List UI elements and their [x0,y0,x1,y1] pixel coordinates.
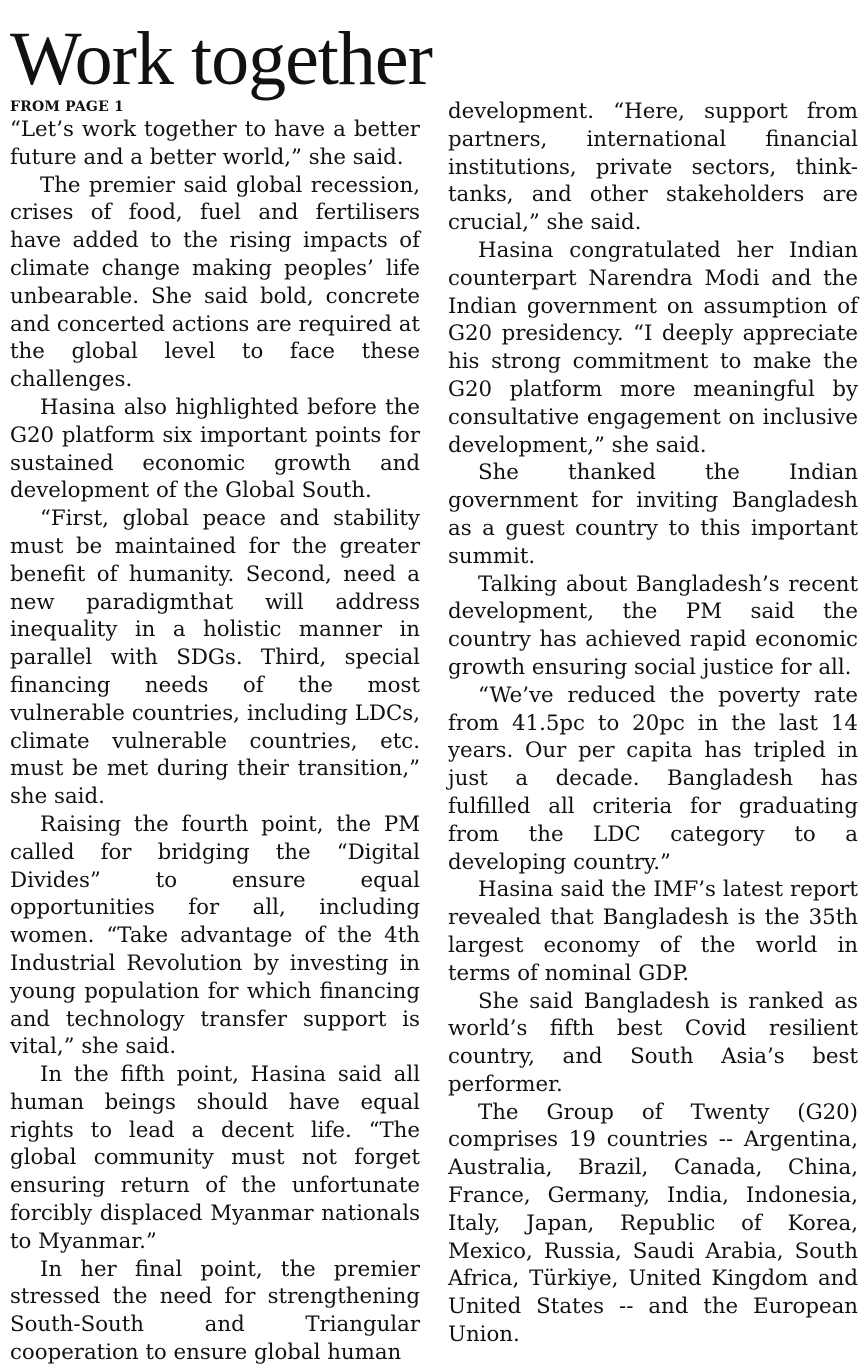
paragraph: Hasina also highlighted before the G20 platform six important points for sustained economic growth and development of the Global South. [10,394,420,504]
paragraph: “Let’s work together to have a better future and a better world,” she said. [10,117,420,170]
paragraph: In the fifth point, Hasina said all human beings should have equal rights to lead a decent life. “The global community must not forget ensuring return of the unfortunate forcibly displaced Myanmar nationals to Myanmar.” [10,1062,420,1254]
article-headline: Work together [10,17,432,101]
paragraph: Hasina congratulated her Indian counterpart Narendra Modi and the Indian government on assumption of G20 presidency. “I deeply appreciate his strong commitment to make the G20 platform more meaningful by consultative engagement on inclusive development,” she said. [448,237,858,458]
paragraph: She thanked the Indian government for inviting Bangladesh as a guest country to this important summit. [448,460,858,569]
paragraph: Raising the fourth point, the PM called for bridging the “Digital Divides” to ensure equal opportunities for all, including women. “Take advantage of the 4th Industrial Revolution by investing in young population for which financing and technology transfer support is vital,” she said. [10,811,420,1060]
paragraph: Hasina said the IMF’s latest report revealed that Bangladesh is the 35th largest economy of the world in terms of nominal GDP. [448,877,858,986]
paragraph: “First, global peace and stability must be maintained for the greater benefit of humanity. Second, need a new paradigmthat will address inequality in a holistic manner in parallel with SDGs. Third, special financing needs of the most vulnerable countries, including LDCs, climate vulnerable countries, etc. must be met during their transition,” she said. [10,506,420,810]
dateline: FROM PAGE 1 [10,99,124,115]
paragraph: The premier said global recession, crises of food, fuel and fertilisers have added to the rising impacts of climate change making peoples’ life unbearable. She said bold, concrete and concerted actions are required at the global level to face these challenges. [10,172,420,393]
left-column [10,98,420,1367]
paragraph: In her final point, the premier stressed the need for strengthening South-South and Triangular cooperation to ensure global human [10,1256,420,1366]
right-column [448,98,858,1349]
paragraph: development. “Here, support from partners, international financial institutions, private sectors, think-tanks, and other stakeholders are crucial,” she said. [448,99,858,236]
paragraph: The Group of Twenty (G20) comprises 19 countries -- Argentina, Australia, Brazil, Canada, China, France, Germany, India, Indonesia, Italy, Japan, Republic of Korea, Mexico, Russia, Saudi Arabia, South Africa, Türkiye, United Kingdom and United States -- and the European Union. [448,1099,858,1348]
paragraph: She said Bangladesh is ranked as world’s fifth best Covid resilient country, and South Asia’s best performer. [448,988,858,1097]
paragraph: Talking about Bangladesh’s recent development, the PM said the country has achieved rapid economic growth ensuring social justice for all. [448,571,858,680]
paragraph: “We’ve reduced the poverty rate from 41.5pc to 20pc in the last 14 years. Our per capita has tripled in just a decade. Bangladesh has fulfilled all criteria for graduating from the LDC category to a developing country.” [448,682,858,875]
